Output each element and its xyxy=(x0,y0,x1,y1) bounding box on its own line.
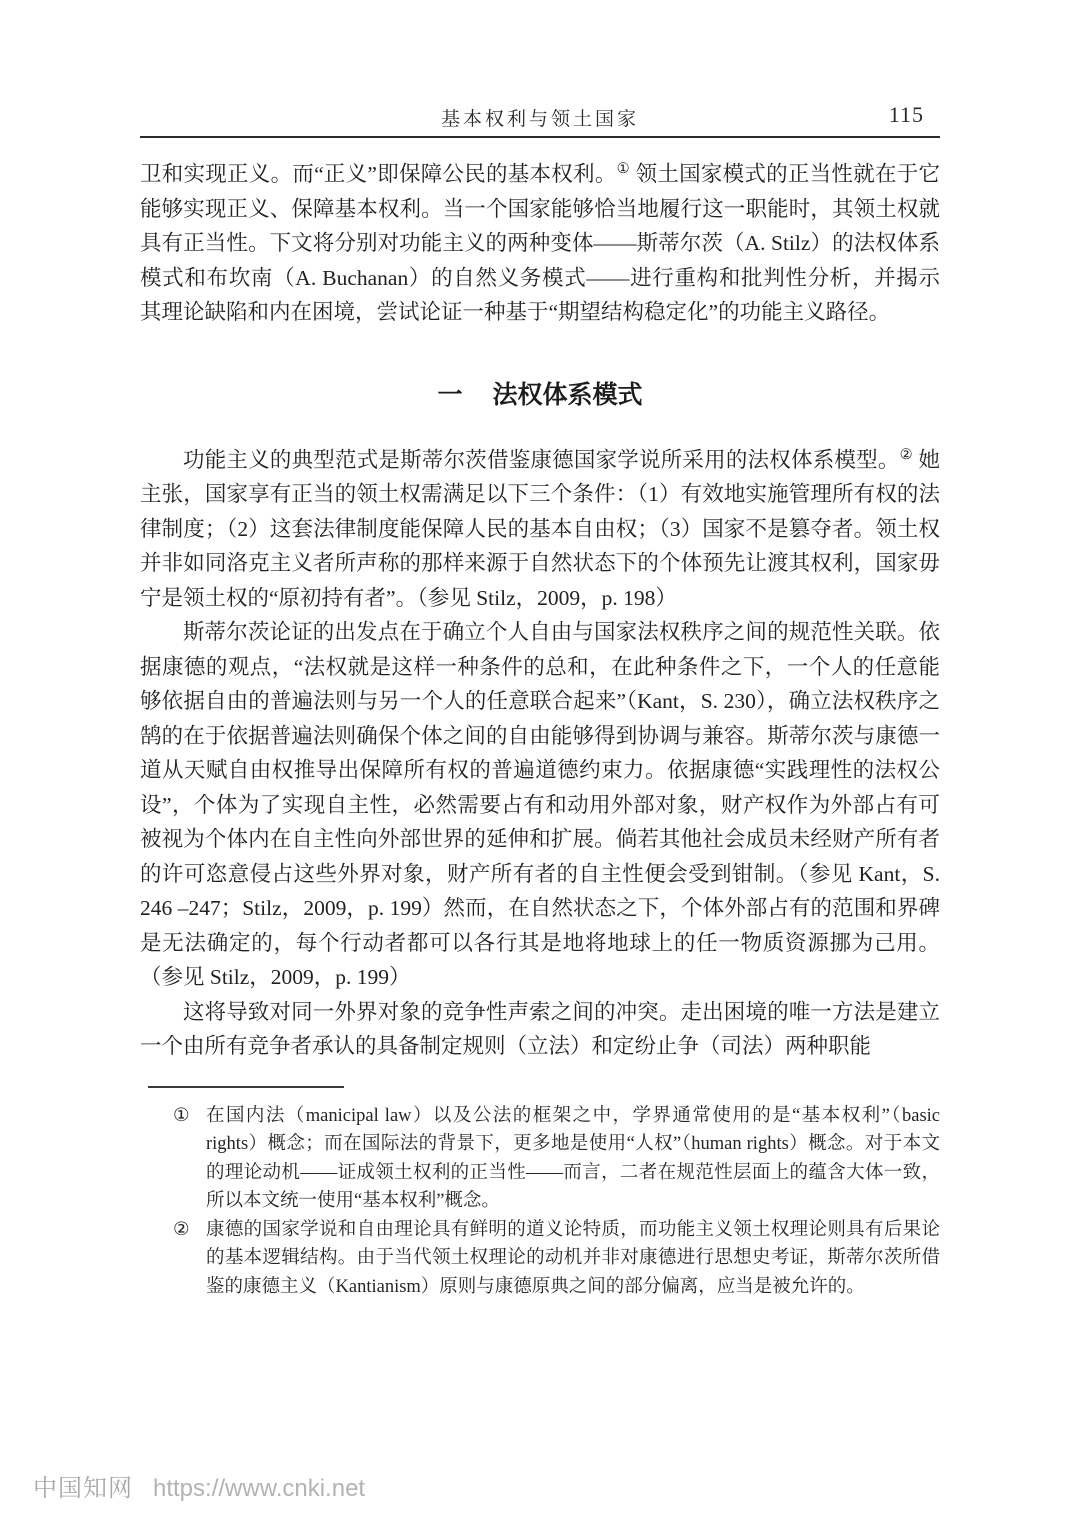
footnote-divider xyxy=(148,1086,344,1088)
article-body xyxy=(140,157,940,1301)
paragraph-text: 领土国家模式的正当性就在于它能够实现正义、保障基本权利。当一个国家能够恰当地履行这一职能时，其领土权就具有正当性。下文将分别对功能主义的两种变体——斯蒂尔茨（A. Stilz）的法权体系模式和布坎南（A. Buchanan）的自然义务模式——进行重构和批判性分析，并揭示其理论缺陷和内在困境，尝试论证一种基于“期望结构稳定化”的功能主义路径。 xyxy=(140,162,940,324)
paragraph-text: 她主张，国家享有正当的领土权需满足以下三个条件：（1）有效地实施管理所有权的法律制度；（2）这套法律制度能保障人民的基本自由权；（3）国家不是篡夺者。领土权并非如同洛克主义者所声称的那样来源于自然状态下的个体预先让渡其权利，国家毋宁是领土权的“原初持有者”。（参见 Stilz，2009，p. 198） xyxy=(140,447,940,610)
paragraph-text: 功能主义的典型范式是斯蒂尔茨借鉴康德国家学说所采用的法权体系模型。 xyxy=(183,447,900,472)
running-head-title: 基本权利与领土国家 xyxy=(440,109,639,130)
body-paragraph xyxy=(140,995,940,1064)
footnote-marker: ② xyxy=(173,1219,190,1240)
footnote-item xyxy=(173,1102,940,1216)
cnki-watermark xyxy=(33,1468,365,1503)
paragraph-text: 这将导致对同一外界对象的竞争性声索之间的冲突。走出困境的唯一方法是建立一个由所有竞争者承认的具备制定规则（立法）和定纷止争（司法）两种职能 xyxy=(140,999,940,1058)
body-paragraph xyxy=(140,615,940,995)
footnote-text: 在国内法（manicipal law）以及公法的框架之中，学界通常使用的是“基本权利”（basic rights）概念；而在国际法的背景下，更多地是使用“人权”（human rights）概念。对于本文的理论动机——证成领土权利的正当性——而言，二者在规范性层面上的蕴含大体一致，所以本文统一使用“基本权利”概念。 xyxy=(206,1105,940,1211)
cnki-url: https://www.cnki.net xyxy=(153,1475,366,1502)
section-heading xyxy=(140,375,940,411)
section-number: 一 xyxy=(437,381,463,409)
header-divider xyxy=(140,136,940,138)
paragraph-text: 卫和实现正义。而“正义”即保障公民的基本权利。 xyxy=(140,162,617,186)
footnote-text: 康德的国家学说和自由理论具有鲜明的道义论特质，而功能主义领土权理论则具有后果论的基本逻辑结构。由于当代领土权理论的动机并非对康德进行思想史考证，斯蒂尔茨所借鉴的康德主义（Kantianism）原则与康德原典之间的部分偏离，应当是被允许的。 xyxy=(206,1219,940,1297)
body-paragraph-continuation xyxy=(140,157,940,330)
cnki-site-name: 中国知网 xyxy=(33,1475,133,1502)
section-title: 法权体系模式 xyxy=(492,381,643,409)
footnote-item xyxy=(173,1216,940,1302)
body-paragraph xyxy=(140,443,940,616)
footnote-ref-2: ② xyxy=(899,446,913,463)
page-number: 115 xyxy=(888,102,924,127)
footnotes-section xyxy=(140,1102,940,1302)
footnote-marker: ① xyxy=(173,1105,190,1126)
paragraph-text: 斯蒂尔茨论证的出发点在于确立个人自由与国家法权秩序之间的规范性关联。依据康德的观点，“法权就是这样一种条件的总和，在此种条件之下，一个人的任意能够依据自由的普遍法则与另一个人的任意联合起来”（Kant，S. 230），确立法权秩序之鹄的在于依据普遍法则确保个体之间的自由能够得到协调与兼容。斯蒂尔茨与康德一道从天赋自由权推导出保障所有权的普遍道德约束力。依据康德“实践理性的法权公设”，个体为了实现自主性，必然需要占有和动用外部对象，财产权作为外部占有可被视为个体内在自主性向外部世界的延伸和扩展。倘若其他社会成员未经财产所有者的许可恣意侵占这些外界对象，财产所有者的自主性便会受到钳制。（参见 Kant，S. 246 –247；Stilz，2009，p. 199）然而，在自然状态之下，个体外部占有的范围和界碑是无法确定的，每个行动者都可以各行其是地将地球上的任一物质资源挪为己用。（参见 Stilz，2009，p. 199） xyxy=(140,620,940,989)
footnote-ref-1: ① xyxy=(616,160,630,177)
